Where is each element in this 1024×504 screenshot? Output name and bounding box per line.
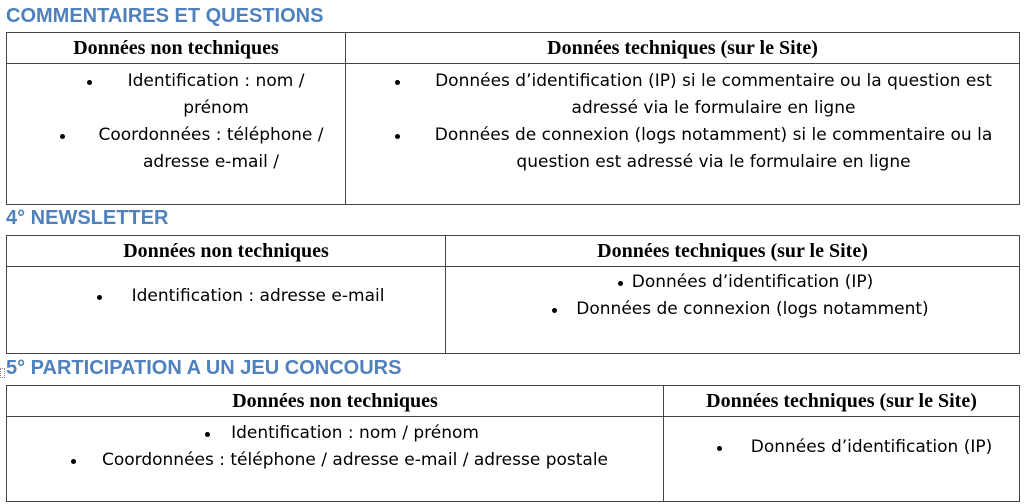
list-item-text: Données de connexion (logs notamment) si le commentaire ou la question est adressé via le formulaire en ligne <box>434 125 993 172</box>
header-techniques: Données techniques (sur le Site) <box>346 33 1020 64</box>
list-item-text: Identification : nom / prénom <box>127 71 305 118</box>
section-title-jeu-concours: 5° PARTICIPATION A UN JEU CONCOURS <box>6 357 402 379</box>
cell-non-techniques <box>7 267 446 354</box>
bullet-icon <box>552 308 557 313</box>
bullet-icon <box>87 80 92 85</box>
table-commentaires <box>6 32 1020 205</box>
cell-techniques <box>346 64 1020 205</box>
bullet-icon <box>618 281 623 286</box>
list-item-text: Données d’identification (IP) si le commentaire ou la question est adressé via le formulaire en ligne <box>435 71 992 118</box>
list-item <box>7 68 345 122</box>
list-item <box>446 296 1019 323</box>
cell-techniques <box>664 417 1020 502</box>
list-item <box>7 447 663 474</box>
header-non-techniques: Données non techniques <box>7 386 664 417</box>
list-item-text: Données de connexion (logs notamment) <box>576 299 929 319</box>
list-item <box>664 434 1019 461</box>
table-jeu-concours <box>6 385 1020 502</box>
list-item <box>346 68 1019 122</box>
list-item-text: Données d’identification (IP) <box>750 437 993 457</box>
anchor-marker <box>0 368 5 378</box>
bullet-icon <box>205 432 210 437</box>
list-item <box>446 269 1019 296</box>
table-newsletter <box>6 235 1020 354</box>
list-item-text: Identification : nom / prénom <box>231 423 479 443</box>
section-title-newsletter: 4° NEWSLETTER <box>6 207 169 229</box>
header-techniques: Données techniques (sur le Site) <box>446 236 1020 267</box>
list-item-text: Identification : adresse e-mail <box>131 286 385 306</box>
list-item-text: Coordonnées : téléphone / adresse e-mail / <box>98 125 324 172</box>
bullet-icon <box>395 134 400 139</box>
header-techniques: Données techniques (sur le Site) <box>664 386 1020 417</box>
header-non-techniques: Données non techniques <box>7 236 446 267</box>
bullet-icon <box>717 446 722 451</box>
list-item <box>7 283 445 310</box>
list-item <box>7 420 663 447</box>
list-item <box>7 122 345 176</box>
section-title-commentaires: COMMENTAIRES ET QUESTIONS <box>6 5 324 27</box>
header-non-techniques: Données non techniques <box>7 33 346 64</box>
cell-non-techniques <box>7 64 346 205</box>
bullet-icon <box>395 80 400 85</box>
bullet-icon <box>71 459 76 464</box>
bullet-icon <box>97 295 102 300</box>
list-item <box>346 122 1019 176</box>
list-item-text: Données d’identification (IP) <box>631 272 874 292</box>
cell-non-techniques <box>7 417 664 502</box>
bullet-icon <box>60 134 65 139</box>
list-item-text: Coordonnées : téléphone / adresse e-mail / adresse postale <box>101 450 609 470</box>
cell-techniques <box>446 267 1020 354</box>
